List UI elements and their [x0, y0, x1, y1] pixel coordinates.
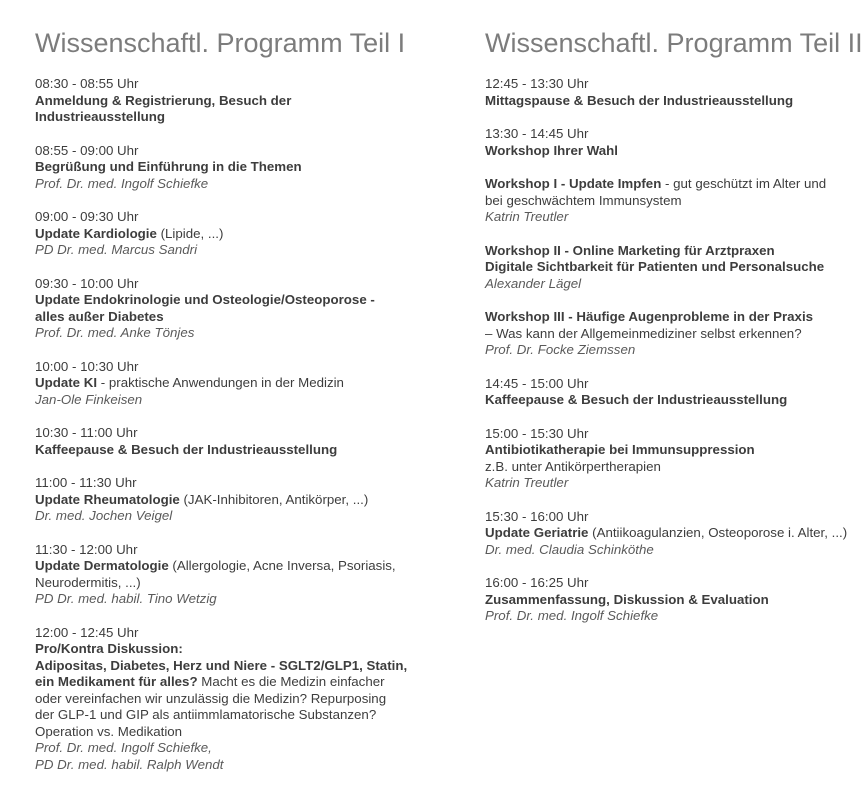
event-block [485, 126, 860, 159]
blocks [35, 76, 465, 773]
event-time: 12:00 - 12:45 Uhr [35, 624, 139, 640]
speaker-name: Alexander Lägel [485, 275, 582, 291]
event-time: 15:30 - 16:00 Uhr [485, 508, 589, 524]
event-line [35, 674, 465, 691]
speaker-name: Prof. Dr. med. Anke Tönjes [35, 325, 195, 340]
event-description-text: z.B. unter Antikörpertherapien [485, 458, 661, 474]
event-title-text: Industrieausstellung [35, 109, 166, 124]
event-line [35, 641, 465, 658]
event-block [485, 376, 860, 409]
event-line [485, 276, 860, 293]
event-block [485, 76, 860, 109]
event-line [35, 226, 465, 243]
speaker-name: Dr. med. Jochen Veigel [35, 508, 173, 523]
event-line [485, 542, 860, 559]
event-line [35, 492, 465, 509]
event-description-text: oder vereinfachen wir unzulässig die Medizin? Repurposing [35, 690, 387, 706]
event-line [485, 209, 860, 226]
event-time: 08:55 - 09:00 Uhr [35, 142, 139, 158]
page-title: Wissenschaftl. Programm Teil I [35, 28, 406, 58]
event-time: 12:45 - 13:30 Uhr [485, 76, 589, 91]
event-line [485, 259, 860, 276]
speaker-name: Katrin Treutler [485, 209, 569, 224]
event-line [35, 392, 465, 409]
event-time: 11:30 - 12:00 Uhr [35, 541, 138, 557]
event-time: 15:00 - 15:30 Uhr [485, 425, 589, 441]
event-title-text: Workshop I - Update Impfen [485, 176, 662, 191]
event-block [35, 276, 465, 342]
event-line [485, 459, 860, 476]
event-line [35, 724, 465, 741]
speaker-name: Prof. Dr. med. Ingolf Schiefke [35, 175, 209, 191]
event-line [35, 325, 465, 342]
speaker-name: PD Dr. med. Marcus Sandri [35, 242, 198, 257]
event-line [485, 342, 860, 359]
event-description-text: Operation vs. Medikation [35, 723, 183, 739]
event-line [485, 243, 860, 260]
event-title-text: Update Endokrinologie und Osteologie/Osteoporose - [35, 292, 375, 307]
event-line [485, 309, 860, 326]
event-description-text: der GLP-1 und GIP als antiimmlamatorische Substanzen? [35, 707, 377, 722]
event-line [35, 109, 465, 126]
event-block [35, 475, 465, 525]
event-title-text: Zusammenfassung, Diskussion & Evaluation [485, 591, 769, 607]
event-description-text: (Allergologie, Acne Inversa, Psoriasis, [168, 558, 396, 573]
event-line [35, 442, 465, 459]
event-description-text: – Was kann der Allgemeinmediziner selbst erkennen? [485, 325, 802, 341]
speaker-name: Prof. Dr. med. Ingolf Schiefke [485, 608, 659, 623]
event-title-text: Begrüßung und Einführung in die Themen [35, 159, 302, 174]
event-block [485, 176, 860, 226]
program-column-part-2 [485, 27, 863, 642]
event-block [485, 426, 860, 492]
event-description-text: (Antiikoagulanzien, Osteoporose i. Alter, ...) [588, 525, 848, 540]
event-line [485, 592, 860, 609]
event-line [35, 757, 465, 774]
event-block [485, 243, 860, 293]
event-title-text: Mittagspause & Besuch der Industrieausstellung [485, 92, 794, 108]
event-line [35, 159, 465, 176]
event-description-text: (Lipide, ...) [156, 225, 224, 241]
event-block [35, 359, 465, 409]
event-title-text: Kaffeepause & Besuch der Industrieausstellung [35, 441, 338, 457]
speaker-name: Katrin Treutler [485, 475, 569, 490]
speaker-name: Prof. Dr. Focke Ziemssen [485, 342, 636, 357]
event-title-text: Kaffeepause & Besuch der Industrieausstellung [485, 392, 788, 407]
event-line [485, 93, 860, 110]
speaker-name: PD Dr. med. habil. Tino Wetzig [35, 591, 217, 606]
event-line [485, 442, 860, 459]
event-line [35, 558, 465, 575]
event-line [35, 242, 465, 259]
speaker-name: Prof. Dr. med. Ingolf Schiefke, [35, 740, 212, 755]
event-line [35, 309, 465, 326]
event-description-text: Neurodermitis, ...) [35, 574, 141, 590]
event-title-text: Update Dermatologie [35, 558, 169, 573]
event-line [485, 176, 860, 193]
event-line [485, 326, 860, 343]
event-title-text: Update Rheumatologie [35, 491, 180, 507]
event-time: 14:45 - 15:00 Uhr [485, 375, 589, 391]
event-title-text: Update Geriatrie [485, 525, 589, 540]
event-time: 09:30 - 10:00 Uhr [35, 275, 139, 291]
event-title-text: Anmeldung & Registrierung, Besuch der [35, 92, 292, 108]
event-title-text: Adipositas, Diabetes, Herz und Niere - SGLT2/GLP1, Statin, [35, 657, 408, 673]
event-line [35, 591, 465, 608]
event-title-text: Antibiotikatherapie bei Immunsuppression [485, 442, 755, 457]
page-title: Wissenschaftl. Programm Teil II [485, 28, 863, 58]
event-description-text: - praktische Anwendungen in der Medizin [97, 375, 344, 390]
speaker-name: Dr. med. Claudia Schinköthe [485, 541, 654, 557]
event-time: 08:30 - 08:55 Uhr [35, 76, 139, 91]
event-title-text: alles außer Diabetes [35, 308, 164, 324]
event-title-text: Pro/Kontra Diskussion: [35, 641, 183, 656]
event-line [485, 392, 860, 409]
event-line [485, 608, 860, 625]
event-block [35, 625, 465, 774]
event-title-text: Update Kardiologie [35, 225, 157, 241]
blocks [485, 76, 860, 625]
event-line [485, 143, 860, 160]
event-time: 09:00 - 09:30 Uhr [35, 209, 139, 224]
event-description-text: bei geschwächtem Immunsystem [485, 192, 682, 208]
speaker-name: Jan-Ole Finkeisen [35, 391, 143, 407]
event-description-text: Macht es die Medizin einfacher [197, 674, 385, 689]
event-line [485, 193, 860, 210]
event-block [485, 509, 860, 559]
event-title-text: ein Medikament für alles? [35, 674, 198, 689]
event-block [485, 575, 860, 625]
event-block [35, 209, 465, 259]
event-line [35, 93, 465, 110]
event-title-text: Update KI [35, 375, 98, 390]
event-line [35, 292, 465, 309]
event-line [485, 475, 860, 492]
speaker-name: PD Dr. med. habil. Ralph Wendt [35, 756, 224, 772]
event-description-text: (JAK-Inhibitoren, Antikörper, ...) [179, 491, 369, 507]
event-line [35, 740, 465, 757]
event-line [485, 525, 860, 542]
event-block [35, 542, 465, 608]
event-title-text: Workshop II - Online Marketing für Arztpraxen [485, 242, 775, 258]
event-time: 11:00 - 11:30 Uhr [35, 475, 137, 490]
event-title-text: Digitale Sichtbarkeit für Patienten und Personalsuche [485, 259, 825, 274]
event-time: 10:30 - 11:00 Uhr [35, 425, 138, 440]
event-line [35, 176, 465, 193]
event-time: 13:30 - 14:45 Uhr [485, 126, 589, 141]
event-title-text: Workshop Ihrer Wahl [485, 142, 618, 158]
event-line [35, 508, 465, 525]
event-time: 10:00 - 10:30 Uhr [35, 358, 139, 374]
event-line [35, 707, 465, 724]
event-line [35, 575, 465, 592]
event-title-text: Workshop III - Häufige Augenprobleme in der Praxis [485, 309, 814, 324]
event-description-text: - gut geschützt im Alter und [661, 176, 827, 191]
event-line [35, 691, 465, 708]
event-block [35, 425, 465, 458]
event-block [35, 76, 465, 126]
event-block [485, 309, 860, 359]
event-block [35, 143, 465, 193]
event-time: 16:00 - 16:25 Uhr [485, 575, 589, 590]
event-line [35, 658, 465, 675]
program-column-part-1 [35, 27, 465, 790]
event-line [35, 375, 465, 392]
